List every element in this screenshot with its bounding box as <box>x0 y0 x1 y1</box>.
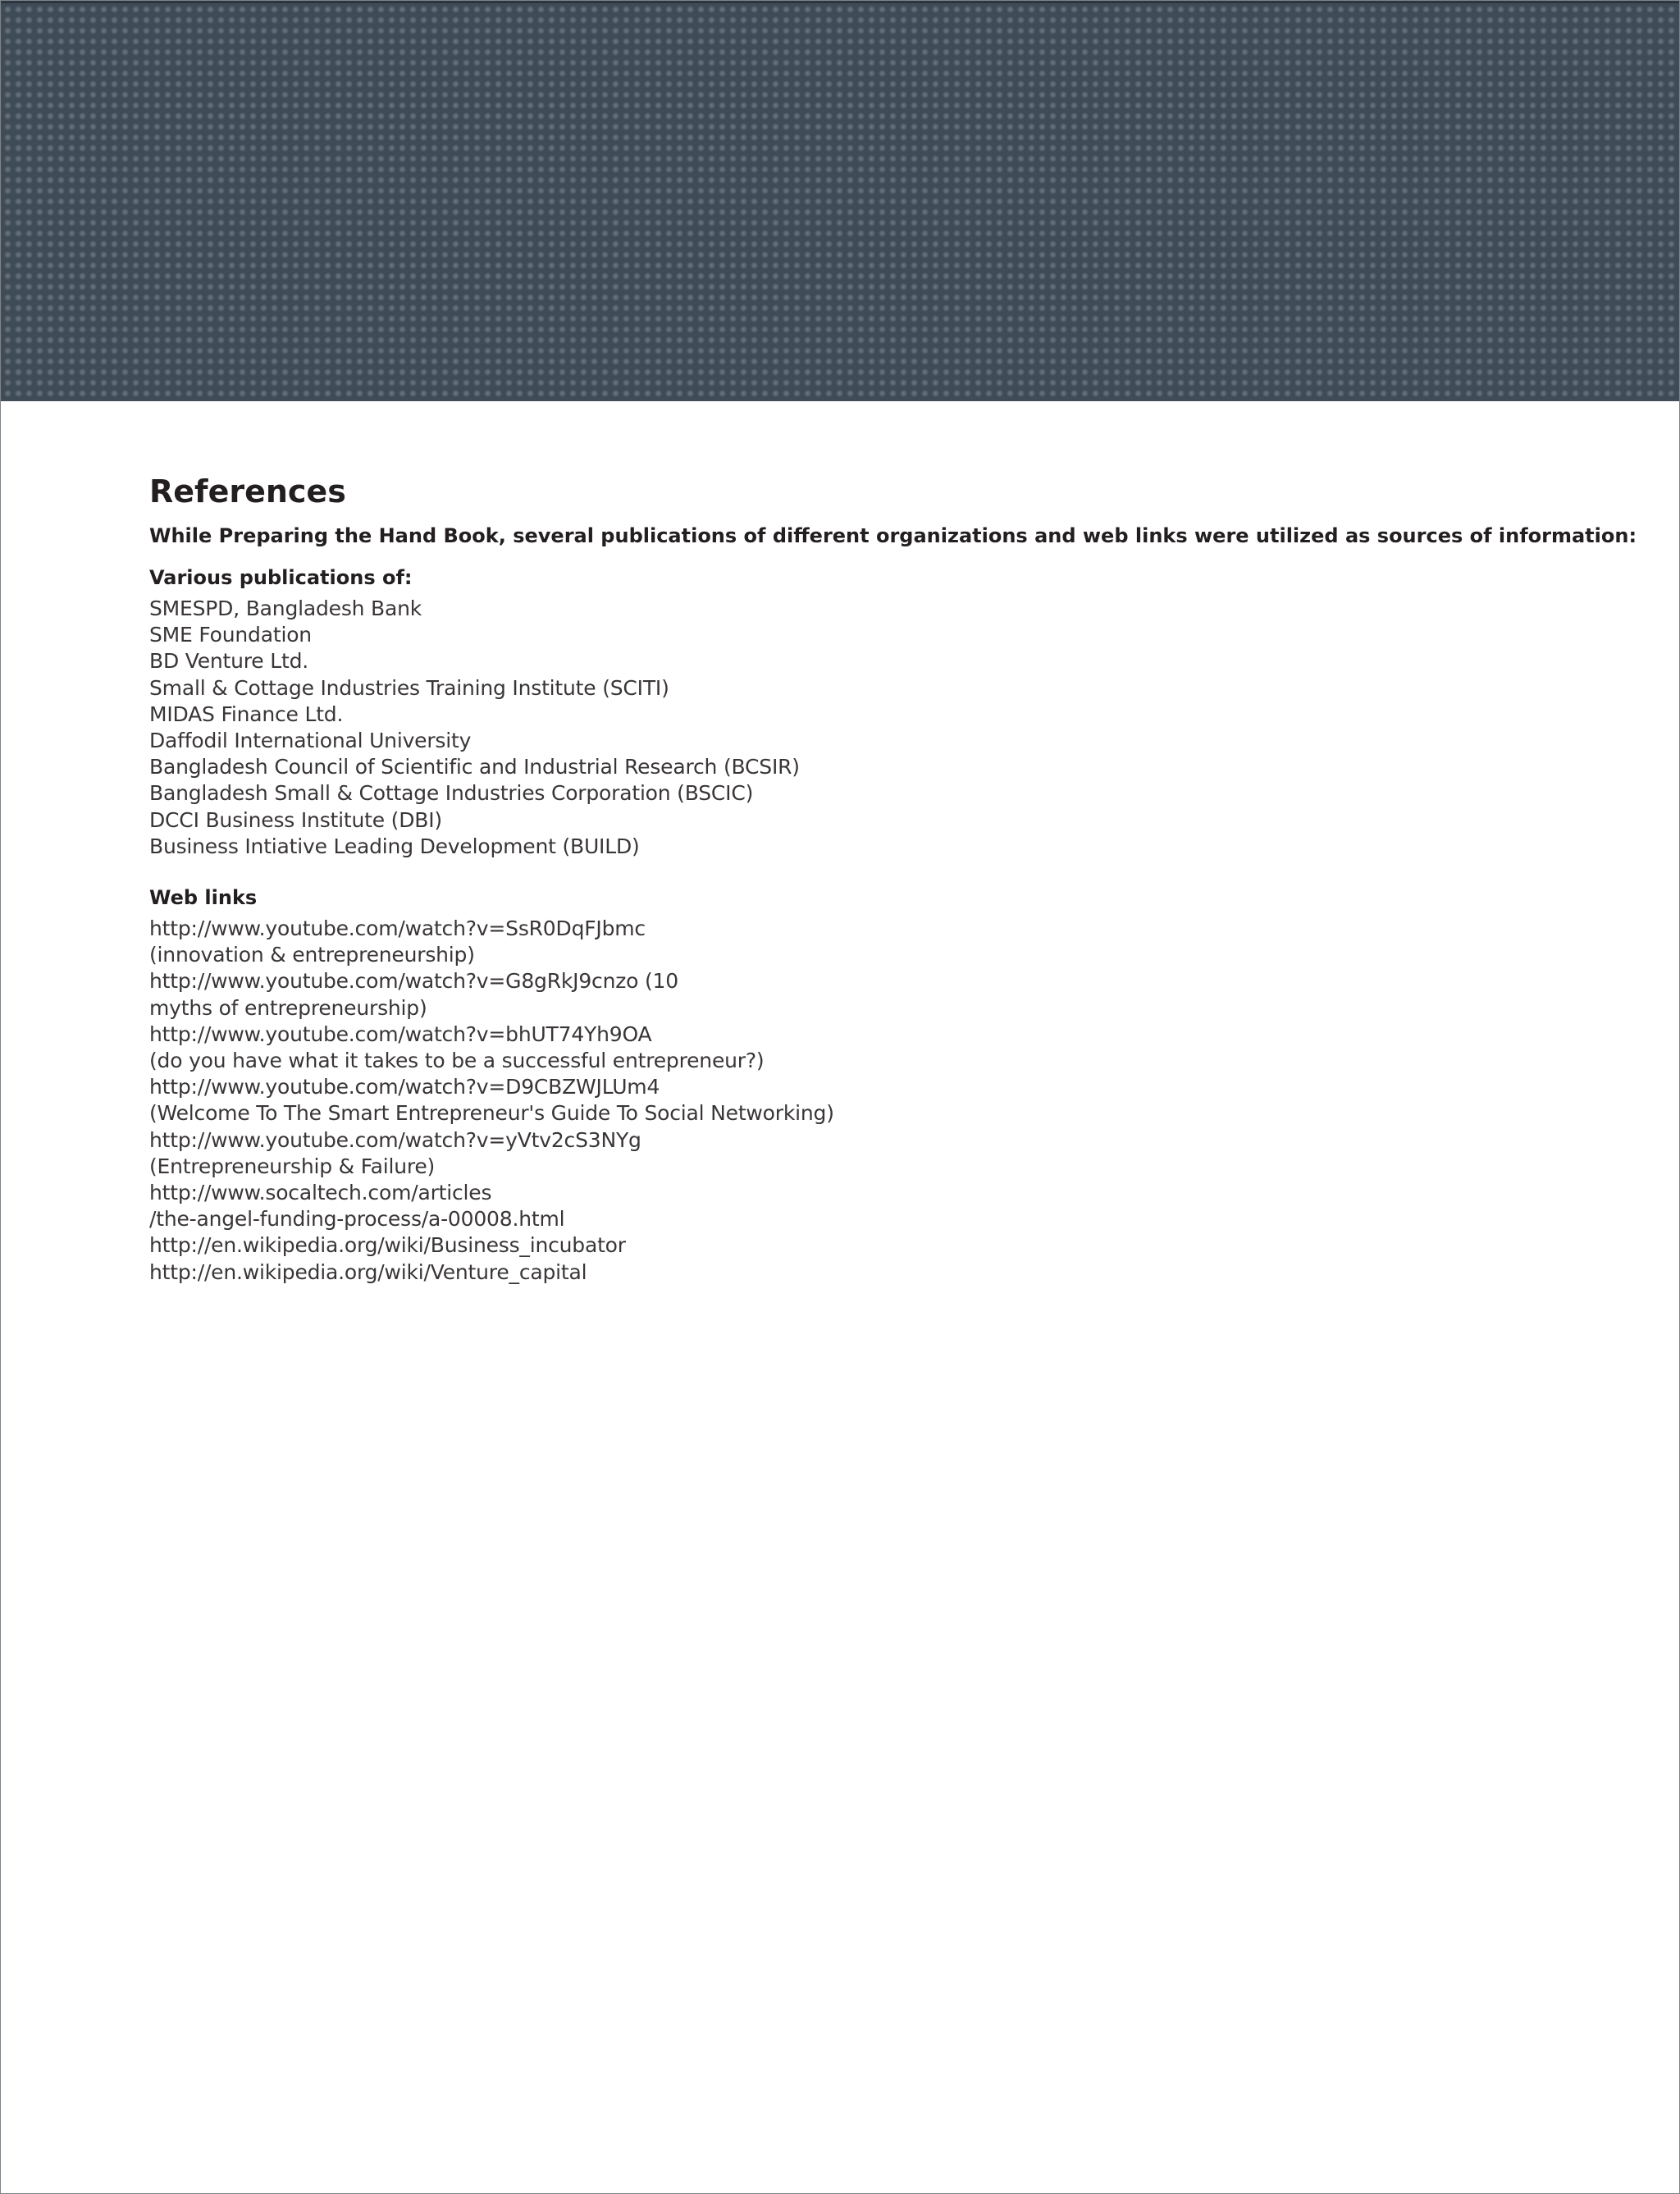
header-banner <box>1 1 1679 401</box>
weblinks-heading: Web links <box>149 886 258 910</box>
list-item: Bangladesh Council of Scientific and Industrial Research (BCSIR) <box>149 755 800 779</box>
publications-list <box>149 596 1609 860</box>
list-item: SMESPD, Bangladesh Bank <box>149 596 422 620</box>
weblink-url: http://www.youtube.com/watch?v=bhUT74Yh9OA <box>149 1022 652 1046</box>
references-section <box>149 470 1637 1286</box>
weblink-description: (Entrepreneurship & Failure) <box>149 1154 436 1178</box>
list-item: MIDAS Finance Ltd. <box>149 702 344 726</box>
weblink-url: http://www.youtube.com/watch?v=SsR0DqFJbmc <box>149 916 646 941</box>
list-item: Small & Cottage Industries Training Institute (SCITI) <box>149 675 669 700</box>
weblink-url: http://www.youtube.com/watch?v=yVtv2cS3NYg <box>149 1127 641 1152</box>
weblinks-list <box>149 916 1609 1286</box>
weblink-url-continued: /the-angel-funding-process/a-00008.html <box>149 1207 565 1232</box>
weblink-description: (Welcome To The Smart Entrepreneur's Guide To Social Networking) <box>149 1101 834 1126</box>
weblink-description: (innovation & entrepreneurship) <box>149 943 475 967</box>
page-title: References <box>149 473 346 510</box>
weblink-url: http://www.youtube.com/watch?v=G8gRkJ9cnzo (10 <box>149 969 678 994</box>
weblink-description: (do you have what it takes to be a successful entrepreneur?) <box>149 1049 765 1073</box>
banner-edge <box>1 1 1679 3</box>
list-item: Daffodil International University <box>149 729 472 753</box>
publications-heading: Various publications of: <box>149 566 413 589</box>
intro-text: While Preparing the Hand Book, several publications of different organizations and web links were utilized as sources of information: <box>149 524 1637 547</box>
list-item: Business Intiative Leading Development (BUILD) <box>149 834 640 858</box>
list-item: BD Venture Ltd. <box>149 649 308 674</box>
list-item: SME Foundation <box>149 623 312 647</box>
list-item: Bangladesh Small & Cottage Industries Corporation (BSCIC) <box>149 781 754 806</box>
weblink-description: myths of entrepreneurship) <box>149 995 427 1020</box>
weblink-url: http://www.youtube.com/watch?v=D9CBZWJLUm4 <box>149 1075 660 1099</box>
list-item: DCCI Business Institute (DBI) <box>149 807 442 832</box>
weblink-url: http://www.socaltech.com/articles <box>149 1181 492 1205</box>
weblink-url: http://en.wikipedia.org/wiki/Business_incubator <box>149 1233 626 1258</box>
weblink-url: http://en.wikipedia.org/wiki/Venture_capital <box>149 1259 587 1284</box>
